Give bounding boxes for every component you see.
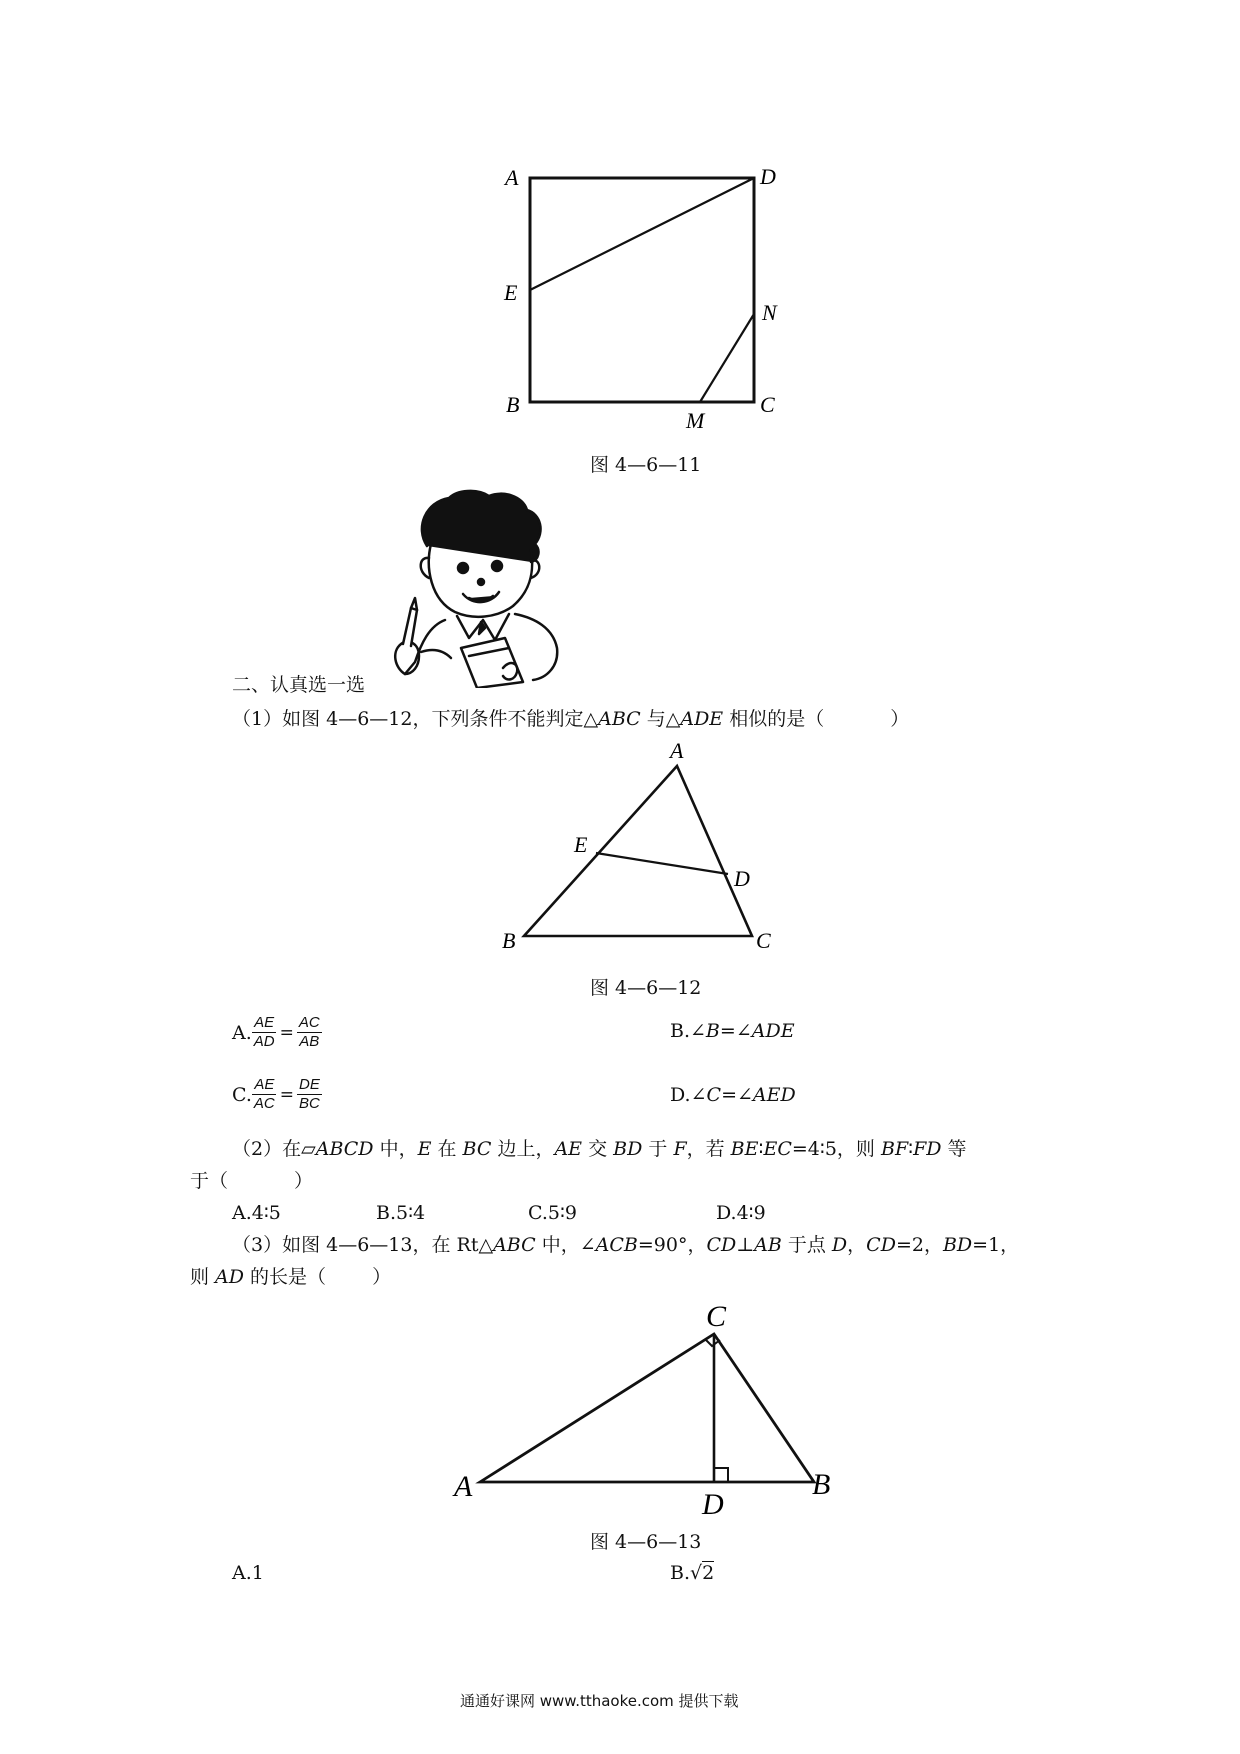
q2-be: BE: [730, 1138, 759, 1160]
q3-option-a: A.1: [232, 1562, 264, 1584]
q3-p6: ，: [847, 1234, 867, 1256]
fig1-label-a: A: [505, 165, 519, 190]
q1-option-a-den1: AD: [253, 1033, 275, 1050]
q3-d: D: [831, 1234, 848, 1256]
q2-ec: EC: [763, 1138, 792, 1160]
q1-option-c-den1: AC: [253, 1095, 275, 1112]
question-1-stem: [232, 706, 909, 732]
figure-4-6-13: [450, 1292, 850, 1524]
q3-line2-close: ）: [372, 1266, 392, 1288]
q2-bf: BF: [880, 1138, 909, 1160]
q3-ab: AB: [754, 1234, 782, 1256]
q1-stem-suffix: 相似的是（: [723, 708, 825, 730]
page-footer: 通通好课网 www.tthaoke.com 提供下载: [460, 1692, 739, 1710]
fig3-label-b: B: [812, 1468, 831, 1501]
q3-bd: BD: [942, 1234, 973, 1256]
q1-triangle-abc: ABC: [598, 708, 641, 730]
q3-abc: ABC: [493, 1234, 536, 1256]
q2-t8: =4∶5，则: [791, 1138, 881, 1160]
figure-4-6-11: [480, 150, 800, 440]
q2-f: F: [673, 1138, 687, 1160]
fig2-label-d: D: [734, 866, 750, 891]
fig3-label-c: C: [706, 1300, 727, 1333]
question-3-stem-line-1: [232, 1232, 1019, 1258]
q3-cd: CD: [706, 1234, 737, 1256]
q3-option-b-label: B.: [670, 1562, 691, 1584]
q3-cd2: CD: [866, 1234, 896, 1256]
q2-t10: 等: [941, 1138, 967, 1160]
q2-t3: 边上，: [491, 1138, 555, 1160]
q2-t2: 在: [431, 1138, 463, 1160]
q2-t7: ∶: [758, 1138, 764, 1160]
q3-p3: =90°，: [637, 1234, 707, 1256]
q1-option-b-expr: ∠B=∠ADE: [690, 1020, 795, 1042]
fig2-label-b: B: [502, 928, 516, 953]
q2-option-c: C.5∶9: [528, 1202, 578, 1224]
q1-triangle-ade: ADE: [680, 708, 724, 730]
q3-option-b-value: 2: [702, 1562, 715, 1584]
q1-option-b-label: B.: [670, 1020, 691, 1042]
q2-option-b: B.5∶4: [376, 1202, 426, 1224]
q2-t5: 于: [642, 1138, 674, 1160]
fig3-label-a: A: [454, 1470, 473, 1503]
q1-option-a-num1: AE: [254, 1014, 275, 1031]
q1-option-c-fraction-2: [297, 1076, 322, 1113]
q2-bc: BC: [462, 1138, 492, 1160]
q2-t1: 中，: [373, 1138, 418, 1160]
figure-4-6-12-caption: 图 4—6—12: [590, 977, 702, 999]
q2-line2-close: ）: [294, 1170, 314, 1192]
question-2-stem-line-1: [232, 1136, 967, 1162]
fig1-label-c: C: [760, 392, 775, 417]
q1-option-c-equals: =: [279, 1084, 294, 1105]
figure-4-6-12: [490, 740, 810, 960]
q3-p2: 中，∠: [535, 1234, 596, 1256]
q2-abcd: ABCD: [315, 1138, 374, 1160]
boy-with-pencil-and-notepad-icon: [385, 488, 595, 688]
q3-p7: =2，: [895, 1234, 943, 1256]
q1-option-a-fraction-2: [297, 1014, 322, 1051]
q3-option-b: [670, 1560, 714, 1586]
fig1-label-d: D: [760, 164, 776, 189]
q1-option-a-fraction-1: [252, 1014, 277, 1051]
fig1-label-b: B: [506, 392, 520, 417]
q1-option-a-label: A.: [232, 1021, 252, 1044]
question-3-stem-line-2: [190, 1264, 391, 1290]
q2-t4: 交: [582, 1138, 614, 1160]
q1-stem-mid: 与△: [640, 708, 681, 730]
fig3-label-d: D: [702, 1488, 724, 1521]
q3-line2-mid: 的长是（: [244, 1266, 327, 1288]
q1-option-d: [670, 1084, 796, 1106]
question-2-stem-line-2: [190, 1168, 313, 1194]
fig2-label-c: C: [756, 928, 771, 953]
q1-option-c-fraction-1: [252, 1076, 277, 1113]
q1-option-b: [670, 1020, 795, 1042]
q1-option-d-expr: ∠C=∠AED: [690, 1084, 796, 1106]
q3-p5: 于点: [781, 1234, 832, 1256]
q2-t9: ∶: [908, 1138, 914, 1160]
fig2-label-a: A: [670, 740, 684, 763]
q1-option-d-label: D.: [670, 1084, 691, 1106]
q2-line2-prefix: 于（: [190, 1170, 229, 1192]
q1-option-c: [232, 1076, 322, 1113]
q2-prefix: （2）在: [232, 1138, 302, 1160]
parallelogram-icon: ▱: [301, 1138, 316, 1160]
q1-option-c-num1: AE: [254, 1076, 275, 1093]
section-title: 二、认真选一选: [232, 674, 366, 696]
q1-option-c-num2: DE: [299, 1076, 320, 1093]
figure-4-6-11-caption: 图 4—6—11: [590, 454, 702, 476]
q3-p8: =1，: [972, 1234, 1020, 1256]
fig1-label-e: E: [504, 280, 518, 305]
q2-t6: ，若: [686, 1138, 731, 1160]
q3-line2-prefix: 则: [190, 1266, 216, 1288]
q2-bd: BD: [613, 1138, 643, 1160]
q1-option-a-den2: AB: [299, 1033, 320, 1050]
q1-option-a-num2: AC: [298, 1014, 320, 1031]
q2-ae: AE: [554, 1138, 583, 1160]
q1-stem-close: ）: [890, 708, 910, 730]
fig1-label-m: M: [686, 408, 705, 433]
q1-option-c-label: C.: [232, 1083, 252, 1106]
q2-e: E: [417, 1138, 432, 1160]
q3-ad: AD: [215, 1266, 245, 1288]
fig2-label-e: E: [574, 832, 588, 857]
square-root-icon: √: [690, 1562, 703, 1584]
figure-4-6-13-caption: 图 4—6—13: [590, 1531, 702, 1553]
q1-option-a: [232, 1014, 322, 1051]
q1-option-c-den2: BC: [299, 1095, 320, 1112]
q2-option-a: A.4∶5: [232, 1202, 281, 1224]
q1-option-a-equals: =: [279, 1022, 294, 1043]
fig1-label-n: N: [762, 300, 777, 325]
q3-p4: ⊥: [736, 1234, 755, 1256]
q2-option-d: D.4∶9: [716, 1202, 766, 1224]
q1-stem-prefix: （1）如图 4—6—12，下列条件不能判定△: [232, 708, 599, 730]
q2-fd: FD: [913, 1138, 942, 1160]
q3-p1: （3）如图 4—6—13，在 Rt△: [232, 1234, 494, 1256]
q3-acb: ACB: [595, 1234, 638, 1256]
